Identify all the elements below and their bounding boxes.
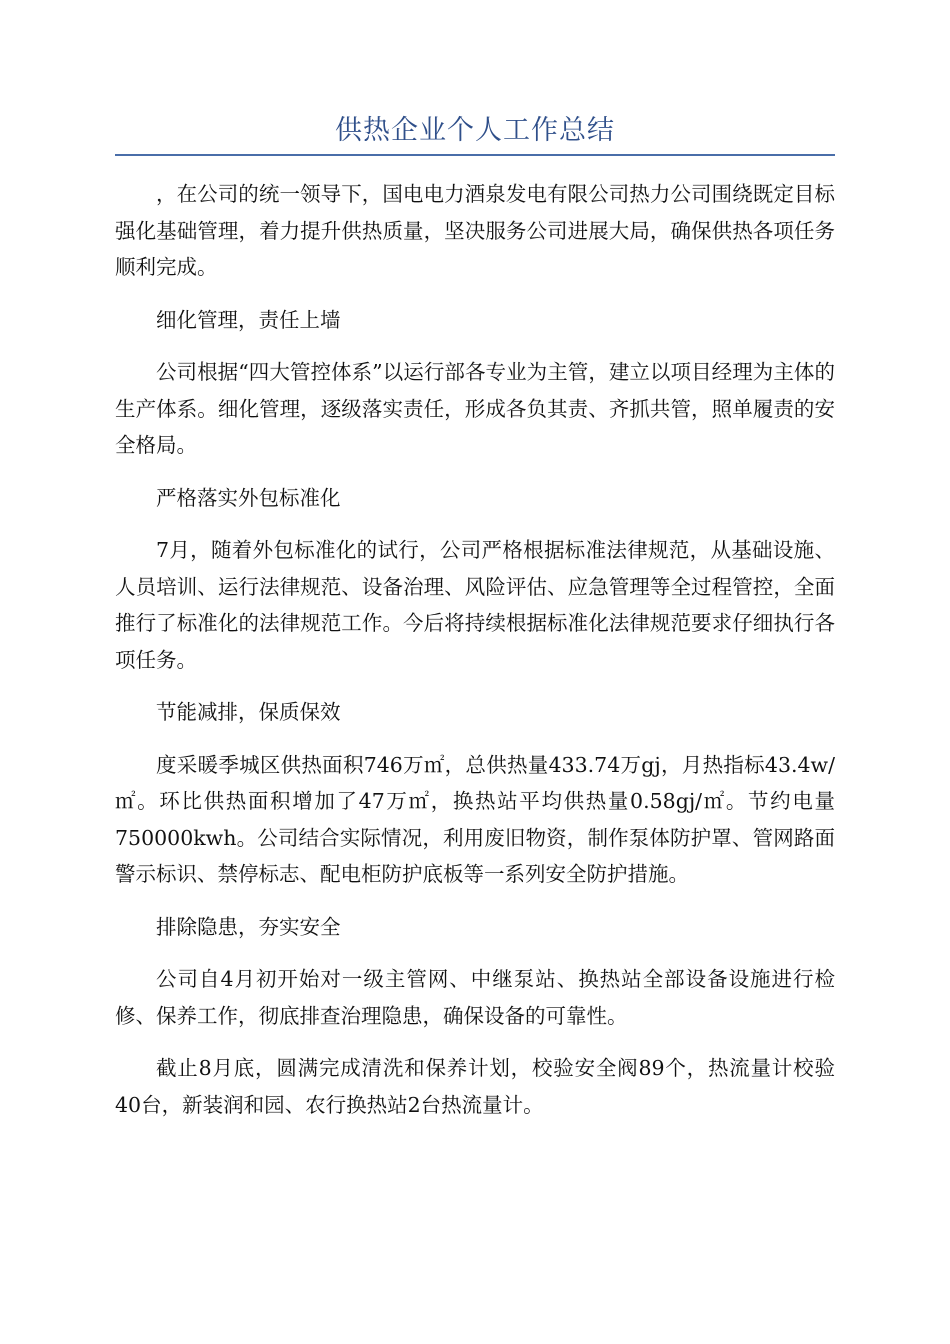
paragraph-energy: 度采暖季城区供热面积746万㎡，总供热量433.74万gj，月热指标43.4w/㎡。环比供热面积增加了47万㎡，换热站平均供热量0.58gj/㎡。节约电量750000kwh。公司结合实际情况，利用废旧物资，制作泵体防护罩、管网路面警示标识、禁停标志、配电柜防护底板等一系列安全防护措施。: [115, 752, 835, 886]
section-heading-management: 细化管理，责任上墙: [156, 307, 341, 332]
paragraph-intro: ，在公司的统一领导下，国电电力酒泉发电有限公司热力公司围绕既定目标强化基础管理，着力提升供热质量，坚决服务公司进展大局，确保供热各项任务顺利完成。: [115, 182, 835, 279]
paragraph-safety: 公司自4月初开始对一级主管网、中继泵站、换热站全部设备设施进行检修、保养工作，彻底排查治理隐患，确保设备的可靠性。: [115, 967, 835, 1028]
document-body: [115, 176, 835, 1139]
paragraph-inspection: 截止8月底，圆满完成清洗和保养计划，校验安全阀89个，热流量计校验40台，新装润和园、农行换热站2台热流量计。: [115, 1056, 835, 1117]
title-divider: [115, 154, 835, 156]
section-heading-safety: 排除隐患，夯实安全: [156, 914, 341, 939]
section-heading-energy: 节能减排，保质保效: [156, 700, 341, 724]
section-heading-outsourcing: 严格落实外包标准化: [156, 485, 341, 510]
paragraph-management: 公司根据“四大管控体系”以运行部各专业为主管，建立以项目经理为主体的生产体系。细化管理，逐级落实责任，形成各负其责、齐抓共管，照单履责的安全格局。: [115, 360, 835, 457]
document-title: 供热企业个人工作总结: [335, 115, 615, 146]
paragraph-outsourcing: 7月，随着外包标准化的试行，公司严格根据标准法律规范，从基础设施、人员培训、运行法律规范、设备治理、风险评估、应急管理等全过程管控，全面推行了标准化的法律规范工作。今后将持续根据标准化法律规范要求仔细执行各项任务。: [115, 538, 835, 672]
